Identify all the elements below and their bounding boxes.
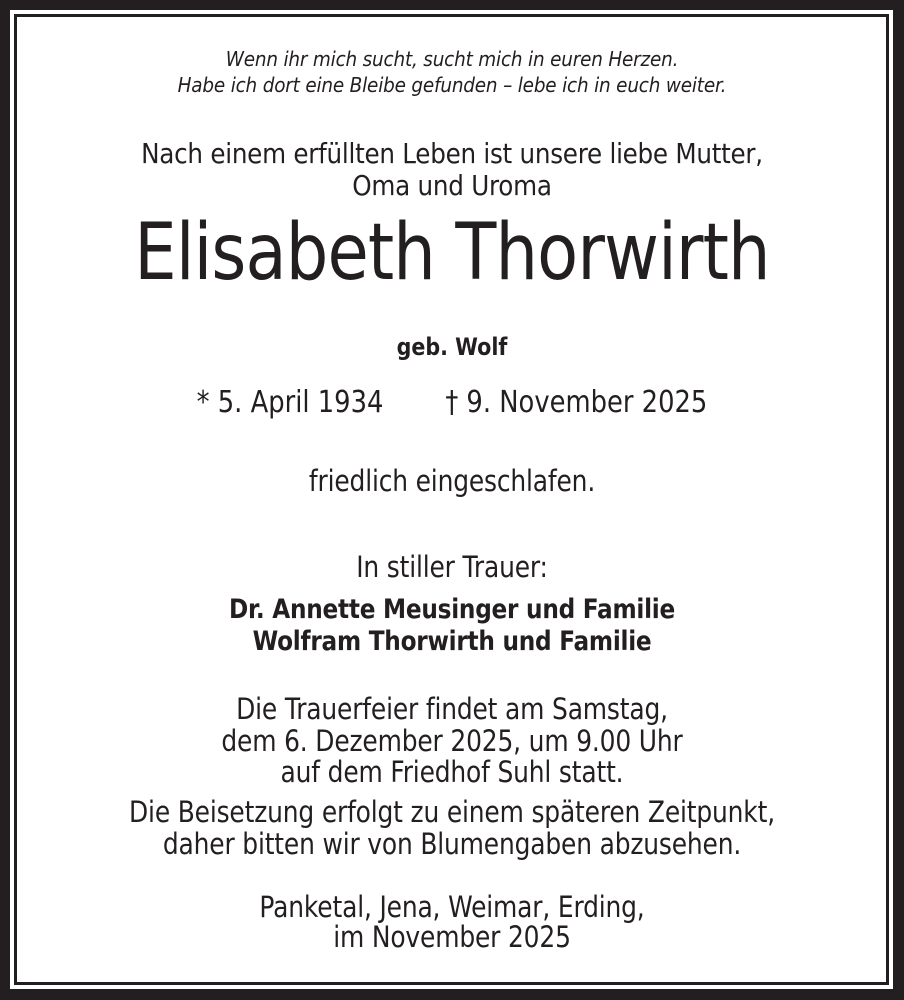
burial-line-1: Die Beisetzung erfolgt zu einem späteren Zeitpunkt, bbox=[129, 795, 775, 829]
intro-line-1: Nach einem erfüllten Leben ist unsere liebe Mutter, bbox=[141, 137, 763, 170]
place-date-line-1: Panketal, Jena, Weimar, Erding, bbox=[259, 890, 645, 924]
place-date-line-2: im November 2025 bbox=[333, 920, 571, 954]
life-dates bbox=[63, 385, 840, 420]
maiden-name: geb. Wolf bbox=[396, 333, 508, 361]
ceremony-line-3: auf dem Friedhof Suhl statt. bbox=[280, 755, 624, 789]
birth-date: * 5. April 1934 bbox=[196, 385, 384, 420]
quote-line-2: Habe ich dort eine Bleibe gefunden – lebe ich in euch weiter. bbox=[177, 73, 727, 97]
passing-statement: friedlich eingeschlafen. bbox=[308, 464, 596, 498]
mourners-heading: In stiller Trauer: bbox=[356, 550, 548, 584]
mourner-family-1: Dr. Annette Meusinger und Familie bbox=[229, 594, 675, 625]
quote-line-1: Wenn ihr mich sucht, sucht mich in euren Herzen. bbox=[225, 47, 679, 71]
deceased-name: Elisabeth Thorwirth bbox=[134, 208, 770, 298]
ceremony-line-2: dem 6. Dezember 2025, um 9.00 Uhr bbox=[221, 724, 683, 758]
intro-line-2: Oma und Uroma bbox=[352, 169, 552, 202]
mourner-family-2: Wolfram Thorwirth und Familie bbox=[252, 626, 652, 657]
ceremony-line-1: Die Trauerfeier findet am Samstag, bbox=[236, 692, 668, 726]
burial-line-2: daher bitten wir von Blumengaben abzusehen. bbox=[162, 827, 742, 861]
death-date: † 9. November 2025 bbox=[445, 385, 708, 420]
